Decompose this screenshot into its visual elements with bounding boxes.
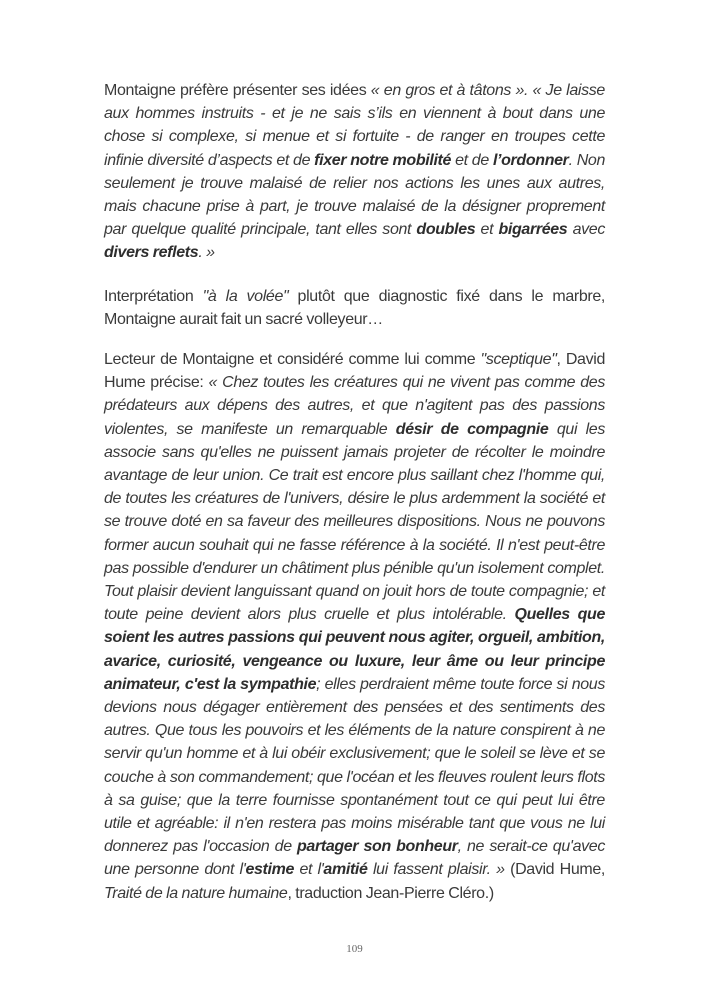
emphasis-passions-sympathie: Quelles que soient les autres passions qui peuvent nous agiter, orgueil, ambition, avarice, curiosité, vengeance ou luxure, leur âme ou leur principe animateur, c'est la sympathie <box>104 606 605 693</box>
page-number: 109 <box>346 943 363 955</box>
italic-a-la-volee: "à la volée" <box>202 288 289 305</box>
italic-sceptique: "sceptique" <box>480 351 557 368</box>
citation-title: Traité de la nature humaine <box>104 884 288 902</box>
quote-run: . » <box>198 244 215 262</box>
quote-run: , ne serait-ce qu'avec une personne dont l' <box>104 838 605 879</box>
citation-run: (David Hume, <box>504 861 606 879</box>
emphasis-amitie: amitié <box>323 861 368 879</box>
emphasis-fixer: fixer notre mobilité <box>314 151 452 169</box>
quote-run: et de <box>451 151 493 169</box>
text-run: Lecteur de Montaigne et considéré comme lui comme <box>104 351 481 368</box>
quote-run: « Chez toutes les créatures qui ne vivent pas comme des prédateurs aux dépens des autres, et que n'agitent pas des passions violentes, se manifeste un remarquable <box>104 374 605 438</box>
text-run: Interprétation <box>104 288 203 305</box>
emphasis-desir-de-compagnie: désir de compagnie <box>395 420 549 438</box>
quote-run: . Non seulement je trouve malaisé de relier nos actions les unes aux autres, mais chacune prise à part, je trouve malaisé de la désigner proprement par quelque qualité principale, tant elles sont <box>104 151 605 239</box>
emphasis-doubles: doubles <box>416 221 476 239</box>
emphasis-ordonner: l’ordonner <box>492 151 569 169</box>
quote-run: et l' <box>294 861 324 879</box>
emphasis-partager-son-bonheur: partager son bonheur <box>297 838 458 856</box>
quote-run: « en gros et à tâtons ». « Je laisse aux hommes instruits - et je ne sais s’ils en viennent à bout dans une chose si complexe, si menue et si fortuite - de ranger en troupes cette infinie diversité d’aspects et de <box>104 82 605 169</box>
paragraph-hume-quote <box>104 348 605 905</box>
emphasis-bigarrees: bigarrées <box>498 221 568 239</box>
paragraph-volleyeur <box>104 285 605 331</box>
quote-run: qui les associe sans qu'elles ne puissent jamais projeter de récolter le moindre avantage de leur union. Ce trait est encore plus saillant chez l'homme qui, de toutes les créatures de l'univers, désire le plus ardemment la société et se trouve doté en sa faveur des meilleures dispositions. Nous ne pouvons former aucun souhait qui ne fasse référence à la société. Il n'est peut-être pas possible d'endurer un châtiment plus pénible qu'un isolement complet. Tout plaisir devient languissant quand on jouit hors de toute compagnie; et toute peine devient alors plus cruelle et plus intolérable. <box>104 420 605 624</box>
text-run: , David Hume précise: <box>104 351 605 392</box>
quote-run: ; elles perdraient même toute force si nous devions nous dégager entièrement des pensées et des sentiments des autres. Que tous les pouvoirs et les éléments de la nature conspirent à ne servir qu'un homme et à lui obéir exclusivement; que le soleil se lève et se couche à son commandement; que l'océan et les fleuves roulent leurs flots à sa guise; que la terre fournisse spontanément tout ce qui peut lui être utile et agréable: il n'en restera pas moins misérable tant que vous ne lui donnerez pas l'occasion de <box>104 675 605 856</box>
emphasis-estime: estime <box>245 861 295 879</box>
text-run: Montaigne préfère présenter ses idées <box>104 82 371 99</box>
paragraph-montaigne-quote <box>104 79 605 265</box>
quote-run: avec <box>567 221 605 239</box>
quote-run: lui fassent plaisir. » <box>367 861 505 879</box>
emphasis-divers-reflets: divers reflets <box>104 244 199 262</box>
quote-run: et <box>475 221 499 239</box>
citation-run: , traduction Jean-Pierre Cléro.) <box>287 884 494 902</box>
text-run: plutôt que diagnostic fixé dans le marbre, Montaigne aurait fait un sacré volleyeur… <box>104 288 606 329</box>
